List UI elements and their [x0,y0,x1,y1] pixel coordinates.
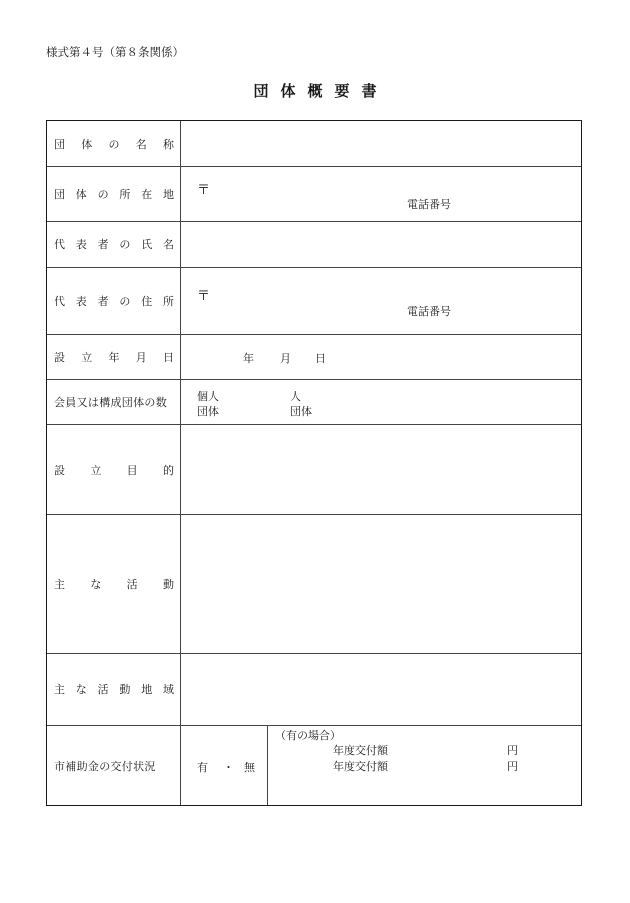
postal-mark-org: 〒 [197,183,211,198]
row-divider [47,514,581,515]
row-divider [47,379,581,380]
label-established-date: 設 立 年 月 日 [54,351,174,364]
label-org-name: 団 体 の 名 称 [54,138,174,151]
form-table [46,120,582,806]
row-divider [47,653,581,654]
label-org-address: 団 体 の 所 在 地 [54,188,174,201]
date-day-label: 日 [315,352,326,365]
subsidy-amount-label-1: 年度交付額 [333,744,388,757]
date-year-label: 年 [243,352,254,365]
row-divider [47,166,581,167]
label-rep-name: 代 表 者 の 氏 名 [54,238,174,251]
phone-label-org: 電話番号 [407,198,451,211]
row-divider [47,221,581,222]
row-divider [47,267,581,268]
label-activity-area: 主 な 活 動 地 域 [54,683,174,696]
group-label: 団体 [197,405,219,418]
row-divider [47,334,581,335]
column-divider [180,121,181,805]
row-divider [47,424,581,425]
subsidy-if-yes-note: （有の場合） [275,729,341,742]
subsidy-amount-label-2: 年度交付額 [333,760,388,773]
subsidy-no: 無 [244,761,255,774]
individual-unit: 人 [290,390,301,403]
row-divider [47,725,581,726]
individual-label: 個人 [197,390,219,403]
group-unit: 団体 [290,405,312,418]
subsidy-yen-unit-1: 円 [507,744,518,757]
label-main-activities: 主 な 活 動 [54,578,174,591]
phone-label-rep: 電話番号 [407,305,451,318]
label-rep-address: 代 表 者 の 住 所 [54,295,174,308]
postal-mark-rep: 〒 [197,289,211,304]
subsidy-yes: 有 [197,761,208,774]
subsidy-separator: ・ [223,761,234,774]
form-number: 様式第４号（第８条関係） [46,45,184,59]
column-divider [267,725,268,805]
document-title: 団体概要書 [253,82,389,100]
label-purpose: 設 立 目 的 [54,464,174,477]
subsidy-yen-unit-2: 円 [507,760,518,773]
label-subsidy-status: 市補助金の交付状況 [54,760,156,773]
date-month-label: 月 [280,352,291,365]
label-member-count: 会員又は構成団体の数 [54,396,167,409]
